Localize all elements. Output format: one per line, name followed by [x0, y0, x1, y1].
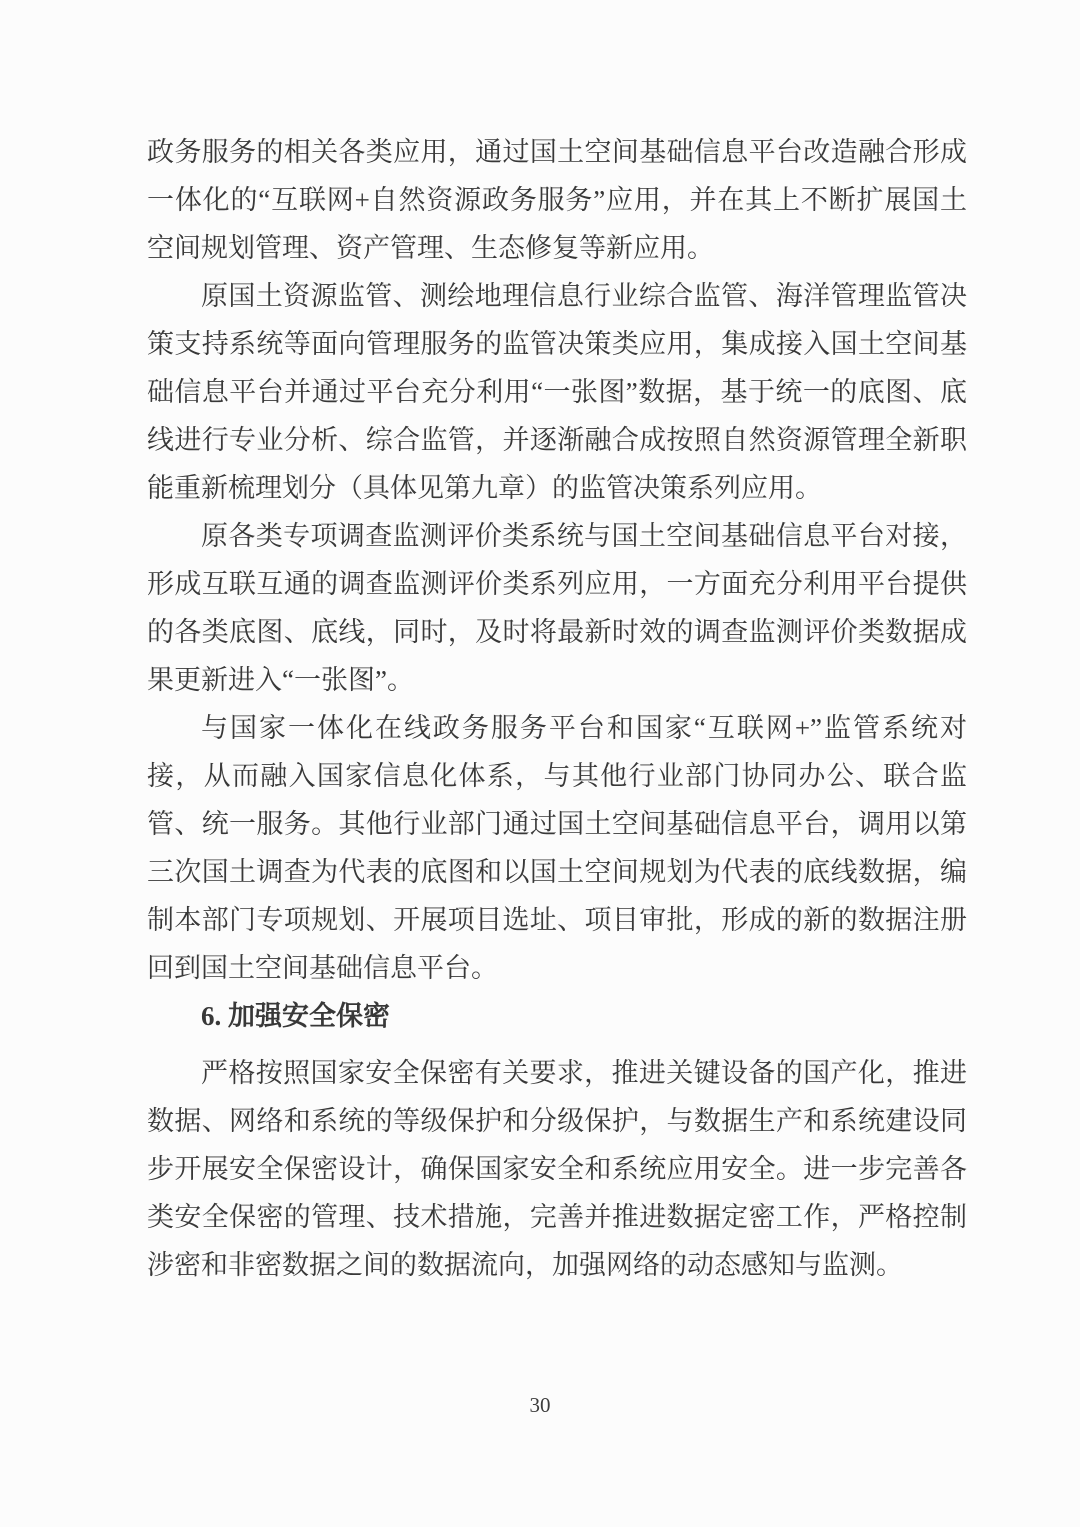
page-number: 30 [529, 1393, 551, 1417]
paragraph: 原各类专项调查监测评价类系统与国土空间基础信息平台对接，形成互联互通的调查监测评价类系列应用，一方面充分利用平台提供的各类底图、底线，同时，及时将最新时效的调查监测评价类数据成果更新进入“一张图”。 [147, 521, 967, 695]
document-body [147, 128, 967, 1289]
paragraph: 严格按照国家安全保密有关要求，推进关键设备的国产化，推进数据、网络和系统的等级保护和分级保护，与数据生产和系统建设同步开展安全保密设计，确保国家安全和系统应用安全。进一步完善各类安全保密的管理、技术措施，完善并推进数据定密工作，严格控制涉密和非密数据之间的数据流向，加强网络的动态感知与监测。 [147, 1058, 967, 1280]
section-heading: 6. 加强安全保密 [201, 1001, 390, 1031]
paragraph: 与国家一体化在线政务服务平台和国家“互联网+”监管系统对接，从而融入国家信息化体系，与其他行业部门协同办公、联合监管、统一服务。其他行业部门通过国土空间基础信息平台，调用以第三次国土调查为代表的底图和以国土空间规划为代表的底线数据，编制本部门专项规划、开展项目选址、项目审批，形成的新的数据注册回到国土空间基础信息平台。 [147, 713, 967, 983]
paragraph: 政务服务的相关各类应用，通过国土空间基础信息平台改造融合形成一体化的“互联网+自然资源政务服务”应用，并在其上不断扩展国土空间规划管理、资产管理、生态修复等新应用。 [147, 137, 967, 263]
paragraph: 原国土资源监管、测绘地理信息行业综合监管、海洋管理监管决策支持系统等面向管理服务的监管决策类应用，集成接入国土空间基础信息平台并通过平台充分利用“一张图”数据，基于统一的底图、底线进行专业分析、综合监管，并逐渐融合成按照自然资源管理全新职能重新梳理划分（具体见第九章）的监管决策系列应用。 [147, 281, 967, 503]
